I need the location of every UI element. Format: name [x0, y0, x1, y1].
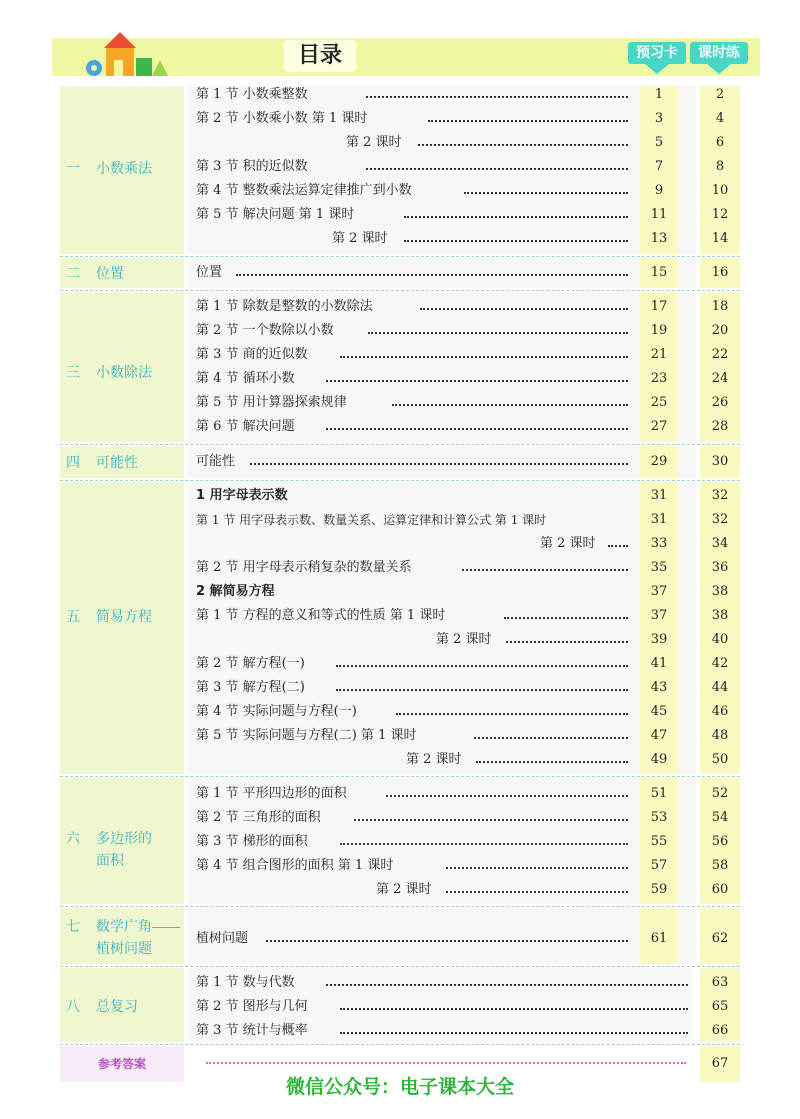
entry-label: 第 3 节 解方程(二)	[196, 680, 305, 695]
tab-lesson-practice: 课时练	[690, 42, 748, 64]
preview-page-number: 53	[650, 810, 668, 825]
leader-dots	[326, 428, 628, 430]
entry-label: 位置	[196, 265, 223, 280]
practice-page-number: 10	[711, 183, 729, 198]
unit-name: 小数乘法	[96, 160, 152, 176]
leader-dots	[340, 356, 628, 358]
preview-page-number: 57	[650, 858, 668, 873]
leader-dots	[340, 1008, 688, 1010]
practice-page-number: 14	[711, 231, 729, 246]
unit-divider	[60, 966, 740, 967]
leader-dots	[404, 240, 628, 242]
unit-name-line2: 植树问题	[96, 940, 152, 956]
practice-page-number: 54	[711, 810, 729, 825]
practice-page-number: 24	[711, 371, 729, 386]
practice-page-number: 62	[711, 931, 729, 946]
practice-page-number: 26	[711, 395, 729, 410]
entry-label: 第 1 节 数与代数	[196, 975, 295, 990]
practice-page-number: 36	[711, 560, 729, 575]
leader-dots	[446, 891, 628, 893]
unit-content-band	[188, 908, 696, 964]
unit-label	[0, 828, 190, 872]
entry-label: 第 2 节 图形与几何	[196, 999, 308, 1014]
preview-page-number: 3	[654, 111, 664, 126]
leader-dots	[266, 940, 628, 942]
practice-page-number: 46	[711, 704, 729, 719]
unit-label	[0, 263, 190, 283]
unit-number: 六	[66, 830, 80, 846]
unit-content-band	[188, 258, 696, 288]
unit-label	[0, 362, 190, 382]
preview-page-number: 13	[650, 231, 668, 246]
unit-name-line1: 数学广角——	[96, 918, 180, 934]
leader-dots	[428, 120, 628, 122]
entry-label: 第 3 节 统计与概率	[196, 1023, 308, 1038]
entry-label: 第 2 课时	[540, 536, 596, 551]
practice-page-number: 18	[711, 299, 729, 314]
leader-dots	[340, 843, 628, 845]
unit-number: 七	[66, 918, 80, 934]
entry-label: 第 5 节 实际问题与方程(二) 第 1 课时	[196, 728, 417, 743]
entry-label: 第 4 节 实际问题与方程(一)	[196, 704, 357, 719]
entry-label: 植树问题	[196, 931, 249, 946]
preview-page-number: 5	[654, 135, 664, 150]
practice-page-number: 42	[711, 656, 729, 671]
practice-page-number: 60	[711, 882, 729, 897]
entry-label: 第 4 节 组合图形的面积 第 1 课时	[196, 858, 394, 873]
unit-label	[0, 452, 190, 472]
answers-label[interactable]: 参考答案	[60, 1046, 184, 1082]
entry-label: 第 2 课时	[436, 632, 492, 647]
preview-page-number: 55	[650, 834, 668, 849]
unit-label	[0, 916, 190, 960]
entry-label: 第 2 节 小数乘小数 第 1 课时	[196, 111, 368, 126]
leader-dots	[340, 1032, 688, 1034]
leader-dots	[446, 867, 628, 869]
practice-page-number: 22	[711, 347, 729, 362]
unit-name: 小数除法	[96, 364, 152, 380]
leader-dots	[326, 380, 628, 382]
preview-page-number: 49	[650, 752, 668, 767]
preview-page-number: 47	[650, 728, 668, 743]
unit-divider	[60, 444, 740, 445]
preview-page-number: 61	[650, 931, 668, 946]
leader-dots	[396, 713, 628, 715]
unit-number: 二	[66, 265, 80, 281]
entry-label: 第 3 节 商的近似数	[196, 347, 308, 362]
unit-name: 可能性	[96, 454, 138, 470]
unit-name: 总复习	[96, 998, 138, 1014]
entry-label: 第 2 课时	[376, 882, 432, 897]
leader-dots	[236, 274, 628, 276]
leader-dots	[326, 984, 688, 986]
leader-dots	[504, 617, 628, 619]
leader-dots	[366, 96, 628, 98]
practice-page-number: 20	[711, 323, 729, 338]
section-heading: 1 用字母表示数	[196, 488, 288, 503]
leader-dots	[476, 761, 628, 763]
practice-page-number: 32	[711, 512, 729, 527]
leader-dots	[336, 689, 628, 691]
entry-label: 第 6 节 解决问题	[196, 419, 295, 434]
practice-page-number: 52	[711, 786, 729, 801]
preview-page-number: 51	[650, 786, 668, 801]
unit-label	[0, 606, 190, 626]
unit-content-band	[188, 446, 696, 478]
leader-dots	[336, 665, 628, 667]
practice-page-number: 32	[711, 488, 729, 503]
preview-page-number: 37	[650, 608, 668, 623]
practice-page-number: 8	[715, 159, 725, 174]
preview-page-number: 59	[650, 882, 668, 897]
practice-page-number: 16	[711, 265, 729, 280]
leader-dots	[392, 404, 628, 406]
practice-page-number: 66	[711, 1023, 729, 1038]
preview-page-number: 15	[650, 265, 668, 280]
entry-label: 第 1 节 方程的意义和等式的性质 第 1 课时	[196, 608, 446, 623]
preview-page-number: 39	[650, 632, 668, 647]
leader-dots	[462, 569, 628, 571]
practice-page-number: 4	[715, 111, 725, 126]
practice-page-number: 6	[715, 135, 725, 150]
answers-page-number: 67	[711, 1056, 729, 1071]
page-title: 目录	[284, 40, 356, 72]
entry-label: 第 4 节 整数乘法运算定律推广到小数	[196, 183, 412, 198]
preview-page-number: 43	[650, 680, 668, 695]
entry-label: 第 1 节 平形四边形的面积	[196, 786, 347, 801]
preview-page-number: 37	[650, 584, 668, 599]
entry-label: 第 2 课时	[406, 752, 462, 767]
practice-page-number: 44	[711, 680, 729, 695]
preview-page-number: 21	[650, 347, 668, 362]
entry-label: 第 4 节 循环小数	[196, 371, 295, 386]
preview-page-number: 33	[650, 536, 668, 551]
preview-page-number: 9	[654, 183, 664, 198]
leader-dots	[354, 819, 628, 821]
unit-number: 八	[66, 998, 80, 1014]
leader-dots	[418, 144, 628, 146]
practice-page-number: 30	[711, 454, 729, 469]
unit-label	[0, 158, 190, 178]
practice-page-number: 63	[711, 975, 729, 990]
preview-page-number: 27	[650, 419, 668, 434]
unit-number: 三	[66, 364, 80, 380]
entry-label: 第 1 节 除数是整数的小数除法	[196, 299, 373, 314]
preview-page-number: 19	[650, 323, 668, 338]
unit-divider	[60, 1044, 740, 1045]
unit-divider	[60, 480, 740, 481]
tab-preview-card: 预习卡	[628, 42, 686, 64]
preview-page-number: 25	[650, 395, 668, 410]
practice-page-number: 58	[711, 858, 729, 873]
practice-page-number: 56	[711, 834, 729, 849]
answers-leader-dots	[206, 1062, 686, 1064]
entry-label: 可能性	[196, 454, 236, 469]
preview-page-number: 45	[650, 704, 668, 719]
building-blocks-illustration	[84, 30, 170, 78]
practice-page-number: 38	[711, 608, 729, 623]
leader-dots	[506, 641, 628, 643]
preview-page-number: 29	[650, 454, 668, 469]
practice-page-number: 12	[711, 207, 729, 222]
entry-label: 第 2 节 三角形的面积	[196, 810, 321, 825]
leader-dots	[250, 463, 628, 465]
unit-divider	[60, 906, 740, 907]
leader-dots	[464, 192, 628, 194]
tab-preview-arrow	[645, 64, 669, 74]
preview-page-number: 31	[650, 512, 668, 527]
unit-number: 五	[66, 608, 80, 624]
practice-page-number: 34	[711, 536, 729, 551]
entry-label: 第 2 课时	[346, 135, 402, 150]
practice-page-number: 50	[711, 752, 729, 767]
section-heading: 2 解简易方程	[196, 584, 275, 599]
preview-page-number: 31	[650, 488, 668, 503]
entry-label: 第 5 节 用计算器探索规律	[196, 395, 347, 410]
unit-divider	[60, 290, 740, 291]
unit-band	[60, 482, 184, 774]
unit-name: 简易方程	[96, 608, 152, 624]
unit-label	[0, 996, 190, 1016]
leader-dots	[608, 545, 628, 547]
entry-label: 第 3 节 梯形的面积	[196, 834, 308, 849]
practice-page-number: 28	[711, 419, 729, 434]
entry-label: 第 2 节 一个数除以小数	[196, 323, 334, 338]
unit-number: 一	[66, 160, 80, 176]
unit-divider	[60, 776, 740, 777]
leader-dots	[420, 308, 628, 310]
preview-page-number: 35	[650, 560, 668, 575]
leader-dots	[404, 216, 628, 218]
practice-page-number: 48	[711, 728, 729, 743]
preview-page-number: 41	[650, 656, 668, 671]
entry-label: 第 1 节 用字母表示数、数量关系、运算定律和计算公式 第 1 课时	[196, 513, 547, 527]
preview-page-number: 7	[654, 159, 664, 174]
leader-dots	[368, 332, 628, 334]
unit-number: 四	[66, 454, 80, 470]
practice-page-number: 2	[715, 87, 725, 102]
unit-name-line2: 面积	[96, 852, 124, 868]
leader-dots	[386, 795, 628, 797]
entry-label: 第 1 节 小数乘整数	[196, 87, 308, 102]
practice-page-number: 38	[711, 584, 729, 599]
practice-page-number: 65	[711, 999, 729, 1014]
unit-divider	[60, 256, 740, 257]
entry-label: 第 5 节 解决问题 第 1 课时	[196, 207, 355, 222]
practice-page-number: 40	[711, 632, 729, 647]
unit-name-line1: 多边形的	[96, 830, 152, 846]
entry-label: 第 2 节 用字母表示稍复杂的数量关系	[196, 560, 412, 575]
entry-label: 第 2 节 解方程(一)	[196, 656, 305, 671]
preview-page-number: 11	[650, 207, 668, 222]
leader-dots	[366, 168, 628, 170]
footer-watermark: 微信公众号：电子课本大全	[285, 1076, 514, 1098]
preview-page-number: 1	[654, 87, 664, 102]
unit-name: 位置	[96, 265, 124, 281]
preview-page-number: 23	[650, 371, 668, 386]
entry-label: 第 3 节 积的近似数	[196, 159, 308, 174]
tab-practice-arrow	[707, 64, 731, 74]
preview-page-number: 17	[650, 299, 668, 314]
leader-dots	[474, 737, 628, 739]
entry-label: 第 2 课时	[332, 231, 388, 246]
